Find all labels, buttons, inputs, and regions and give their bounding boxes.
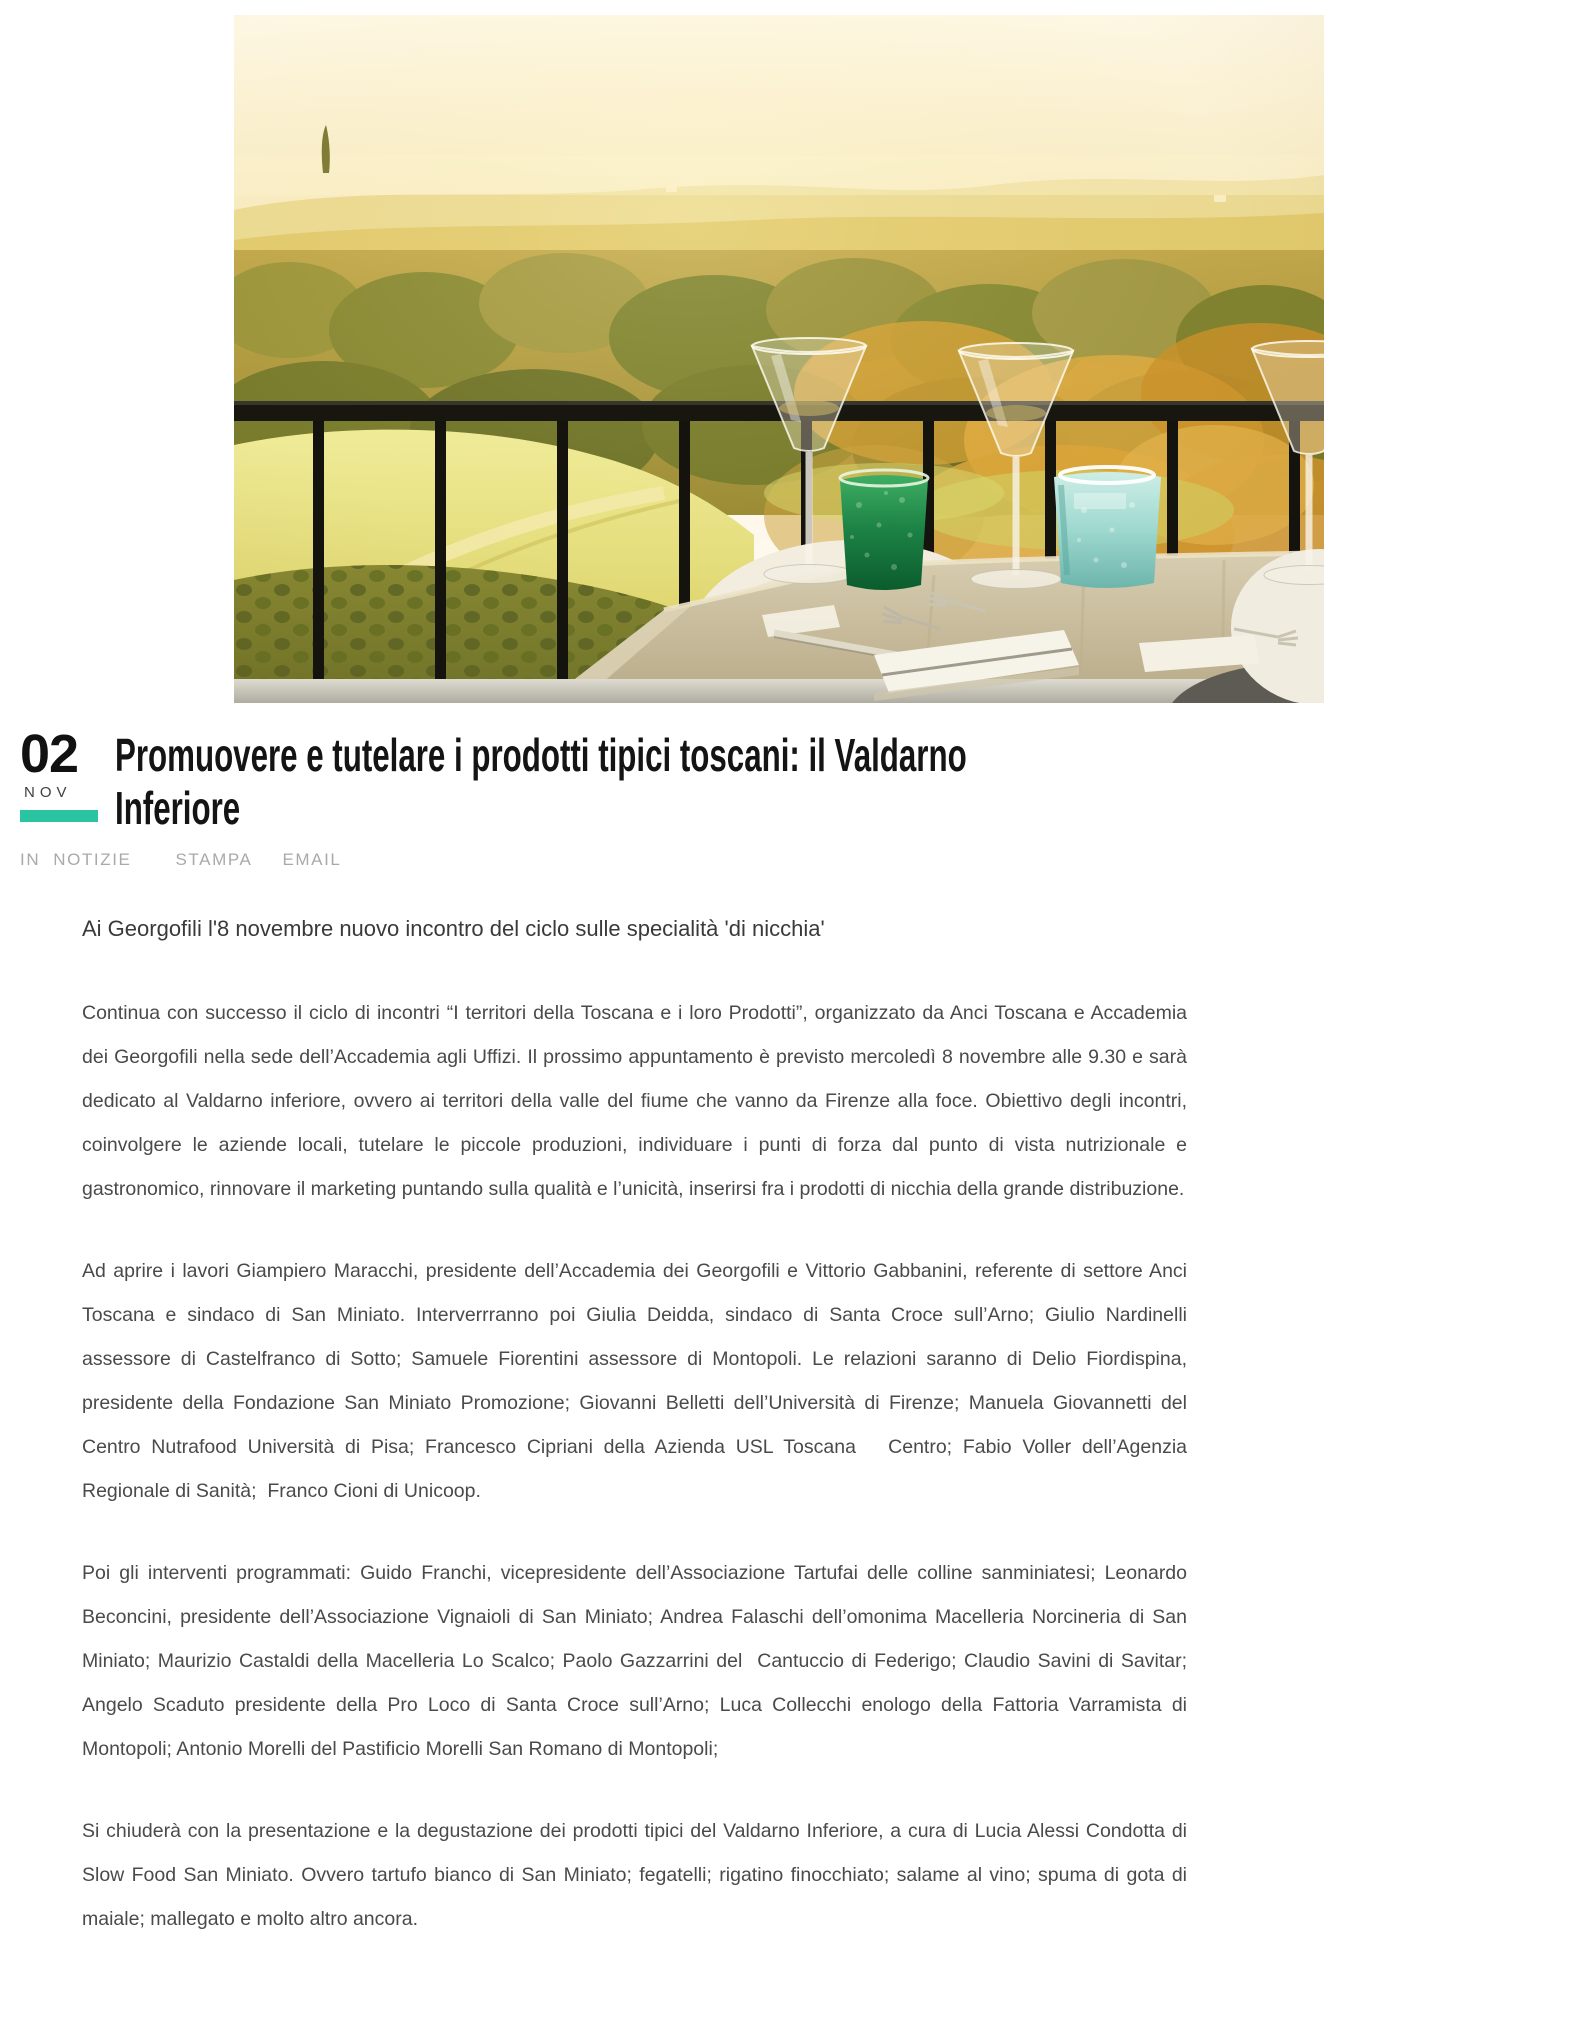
article-paragraph-2: Ad aprire i lavori Giampiero Maracchi, presidente dell’Accademia dei Georgofili e Vittorio Gabbanini, referente di settore Anci Toscana e sindaco di San Miniato. Interverrranno poi Giulia Deidda, sindaco di Santa Croce sull’Arno; Giulio Nardinelli assessore di Castelfranco di Sotto; Samuele Fiorentini assessore di Montopoli. Le relazioni saranno di Delio Fiordispina, presidente della Fondazione San Miniato Promozione; Giovanni Belletti dell’Università di Firenze; Manuela Giovannetti del Centro Nutrafood Università di Pisa; Francesco Cipriani della Azienda USL Toscana Centro; Fabio Voller dell’Agenzia Regionale di Sanità; Franco Cioni di Unicoop. — [82, 1259, 1193, 1502]
page-title-line-1: Promuovere e tutelare i prodotti tipici toscani: il Valdarno — [115, 729, 967, 781]
date-accent-bar — [20, 810, 98, 822]
article-lead: Ai Georgofili l'8 novembre nuovo incontro del ciclo sulle specialità 'di nicchia' — [82, 915, 825, 941]
terrace-floor — [234, 679, 1324, 703]
page-title — [115, 729, 967, 836]
email-link[interactable]: EMAIL — [282, 849, 342, 869]
hero-photo — [234, 15, 1324, 703]
article-paragraph-4: Si chiuderà con la presentazione e la degustazione dei prodotti tipici del Valdarno Inferiore, a cura di Lucia Alessi Condotta di Slow Food San Miniato. Ovvero tartufo bianco di San Miniato; fegatelli; rigatino finocchiato; salame al vino; spuma di gota di maiale; mallegato e molto altro ancora. — [82, 1819, 1193, 1930]
article-body — [82, 991, 1193, 1941]
meta-in-label: IN — [20, 849, 41, 869]
print-link[interactable]: STAMPA — [175, 849, 253, 869]
date-month: NOV — [24, 784, 72, 802]
date-badge — [20, 724, 115, 822]
aqua-tumbler — [1054, 467, 1161, 588]
article-paragraph-3: Poi gli interventi programmati: Guido Franchi, vicepresidente dell’Associazione Tartufai delle colline sanminiatesi; Leonardo Beconcini, presidente dell’Associazione Vignaioli di San Miniato; Andrea Falaschi dell’omonima Macelleria Norcineria di San Miniato; Maurizio Castaldi della Macelleria Lo Scalco; Paolo Gazzarrini del Cantuccio di Federigo; Claudio Savini di Savitar; Angelo Scaduto presidente della Pro Loco di Santa Croce sull’Arno; Luca Collecchi enologo della Fattoria Varramista di Montopoli; Antonio Morelli del Pastificio Morelli San Romano di Montopoli; — [82, 1561, 1193, 1760]
article-paragraph-1: Continua con successo il ciclo di incontri “I territori della Toscana e i loro Prodotti”, organizzato da Anci Toscana e Accademia dei Georgofili nella sede dell’Accademia agli Uffizi. Il prossimo appuntamento è previsto mercoledì 8 novembre alle 9.30 e sarà dedicato al Valdarno inferiore, ovvero ai territori della valle del fiume che vanno da Firenze alla foce. Obiettivo degli incontri, coinvolgere le aziende locali, tutelare le piccole produzioni, individuare i punti di forza dal punto di vista nutrizionale e gastronomico, rinnovare il marketing puntando sulla qualità e l’unicità, inserirsi fra i prodotti di nicchia della grande distribuzione. — [82, 1001, 1193, 1200]
terrace-landscape-illustration — [234, 15, 1324, 703]
green-tumbler — [840, 470, 928, 590]
page-title-line-2: Inferiore — [115, 782, 241, 835]
category-link-notizie[interactable]: NOTIZIE — [53, 849, 132, 869]
article-meta — [20, 850, 1578, 870]
article-header — [20, 724, 1578, 836]
date-day: 02 — [20, 724, 79, 784]
